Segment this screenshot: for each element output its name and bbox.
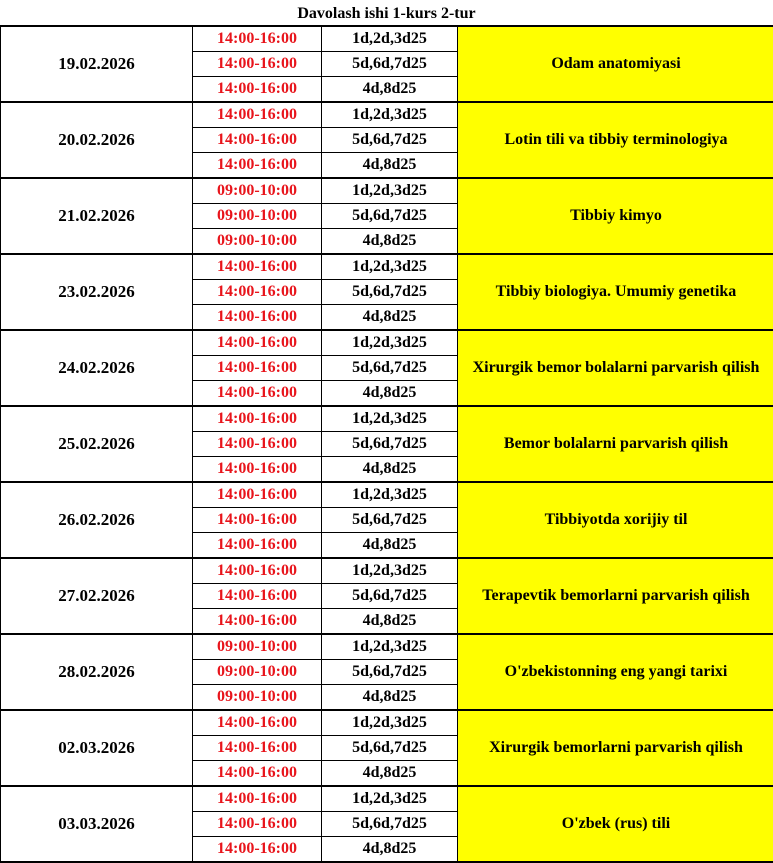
time-cell: 14:00-16:00 (193, 356, 322, 381)
time-cell: 14:00-16:00 (193, 77, 322, 103)
group-cell: 1d,2d,3d25 (322, 178, 458, 204)
group-cell: 1d,2d,3d25 (322, 710, 458, 736)
time-cell: 14:00-16:00 (193, 482, 322, 508)
table-row (1, 254, 773, 280)
date-cell: 23.02.2026 (1, 254, 193, 330)
group-cell: 4d,8d25 (322, 457, 458, 483)
schedule-body (1, 27, 773, 863)
table-row (1, 406, 773, 432)
time-cell: 14:00-16:00 (193, 786, 322, 812)
subject-label: Bemor bolalarni parvarish qilish (458, 435, 773, 453)
time-cell: 14:00-16:00 (193, 102, 322, 128)
time-cell: 14:00-16:00 (193, 280, 322, 305)
subject-label: O'zbek (rus) tili (458, 815, 773, 833)
group-cell: 1d,2d,3d25 (322, 27, 458, 52)
subject-label: Tibbiy biologiya. Umumiy genetika (458, 283, 773, 301)
time-cell: 14:00-16:00 (193, 584, 322, 609)
group-cell: 4d,8d25 (322, 229, 458, 255)
date-cell: 27.02.2026 (1, 558, 193, 634)
group-cell: 4d,8d25 (322, 153, 458, 179)
group-cell: 4d,8d25 (322, 533, 458, 559)
date-cell: 21.02.2026 (1, 178, 193, 254)
time-cell: 14:00-16:00 (193, 305, 322, 331)
subject-label: Tibbiy kimyo (458, 207, 773, 225)
table-row (1, 558, 773, 584)
group-cell: 4d,8d25 (322, 685, 458, 711)
group-cell: 5d,6d,7d25 (322, 52, 458, 77)
subject-label: Xirurgik bemor bolalarni parvarish qilish (458, 359, 773, 377)
subject-cell (458, 178, 773, 254)
table-row (1, 178, 773, 204)
subject-cell (458, 558, 773, 634)
time-cell: 14:00-16:00 (193, 128, 322, 153)
time-cell: 14:00-16:00 (193, 736, 322, 761)
date-cell: 19.02.2026 (1, 27, 193, 103)
time-cell: 14:00-16:00 (193, 710, 322, 736)
date-cell: 26.02.2026 (1, 482, 193, 558)
subject-label: Odam anatomiyasi (458, 55, 773, 73)
table-row (1, 786, 773, 812)
date-cell: 20.02.2026 (1, 102, 193, 178)
group-cell: 4d,8d25 (322, 305, 458, 331)
group-cell: 5d,6d,7d25 (322, 812, 458, 837)
subject-cell (458, 102, 773, 178)
subject-label: O'zbekistonning eng yangi tarixi (458, 663, 773, 681)
time-cell: 14:00-16:00 (193, 381, 322, 407)
subject-cell (458, 634, 773, 710)
group-cell: 4d,8d25 (322, 609, 458, 635)
subject-cell (458, 406, 773, 482)
subject-label: Xirurgik bemorlarni parvarish qilish (458, 739, 773, 757)
subject-label: Terapevtik bemorlarni parvarish qilish (458, 587, 773, 605)
group-cell: 1d,2d,3d25 (322, 254, 458, 280)
table-row (1, 102, 773, 128)
date-cell: 25.02.2026 (1, 406, 193, 482)
date-cell: 02.03.2026 (1, 710, 193, 786)
subject-cell (458, 27, 773, 103)
time-cell: 14:00-16:00 (193, 837, 322, 863)
table-row (1, 27, 773, 52)
group-cell: 5d,6d,7d25 (322, 128, 458, 153)
time-cell: 14:00-16:00 (193, 609, 322, 635)
table-row (1, 330, 773, 356)
group-cell: 1d,2d,3d25 (322, 558, 458, 584)
group-cell: 5d,6d,7d25 (322, 736, 458, 761)
sheet-title: Davolash ishi 1-kurs 2-tur (0, 0, 773, 26)
group-cell: 4d,8d25 (322, 77, 458, 103)
group-cell: 5d,6d,7d25 (322, 356, 458, 381)
time-cell: 14:00-16:00 (193, 27, 322, 52)
time-cell: 09:00-10:00 (193, 660, 322, 685)
time-cell: 09:00-10:00 (193, 229, 322, 255)
time-cell: 14:00-16:00 (193, 508, 322, 533)
time-cell: 14:00-16:00 (193, 558, 322, 584)
time-cell: 14:00-16:00 (193, 153, 322, 179)
time-cell: 09:00-10:00 (193, 178, 322, 204)
time-cell: 14:00-16:00 (193, 432, 322, 457)
time-cell: 14:00-16:00 (193, 761, 322, 787)
subject-label: Tibbiyotda xorijiy til (458, 511, 773, 529)
group-cell: 4d,8d25 (322, 761, 458, 787)
schedule-table (0, 26, 773, 863)
group-cell: 1d,2d,3d25 (322, 482, 458, 508)
time-cell: 09:00-10:00 (193, 685, 322, 711)
date-cell: 03.03.2026 (1, 786, 193, 862)
time-cell: 09:00-10:00 (193, 204, 322, 229)
date-cell: 24.02.2026 (1, 330, 193, 406)
group-cell: 5d,6d,7d25 (322, 204, 458, 229)
group-cell: 5d,6d,7d25 (322, 508, 458, 533)
subject-label: Lotin tili va tibbiy terminologiya (458, 131, 773, 149)
group-cell: 5d,6d,7d25 (322, 280, 458, 305)
time-cell: 09:00-10:00 (193, 634, 322, 660)
time-cell: 14:00-16:00 (193, 330, 322, 356)
subject-cell (458, 482, 773, 558)
group-cell: 1d,2d,3d25 (322, 102, 458, 128)
group-cell: 1d,2d,3d25 (322, 406, 458, 432)
subject-cell (458, 330, 773, 406)
table-row (1, 482, 773, 508)
group-cell: 4d,8d25 (322, 381, 458, 407)
time-cell: 14:00-16:00 (193, 406, 322, 432)
group-cell: 1d,2d,3d25 (322, 634, 458, 660)
time-cell: 14:00-16:00 (193, 254, 322, 280)
group-cell: 4d,8d25 (322, 837, 458, 863)
time-cell: 14:00-16:00 (193, 52, 322, 77)
table-row (1, 710, 773, 736)
time-cell: 14:00-16:00 (193, 533, 322, 559)
time-cell: 14:00-16:00 (193, 812, 322, 837)
subject-cell (458, 710, 773, 786)
group-cell: 5d,6d,7d25 (322, 584, 458, 609)
time-cell: 14:00-16:00 (193, 457, 322, 483)
group-cell: 1d,2d,3d25 (322, 786, 458, 812)
table-row (1, 634, 773, 660)
group-cell: 5d,6d,7d25 (322, 432, 458, 457)
group-cell: 1d,2d,3d25 (322, 330, 458, 356)
subject-cell (458, 254, 773, 330)
date-cell: 28.02.2026 (1, 634, 193, 710)
group-cell: 5d,6d,7d25 (322, 660, 458, 685)
